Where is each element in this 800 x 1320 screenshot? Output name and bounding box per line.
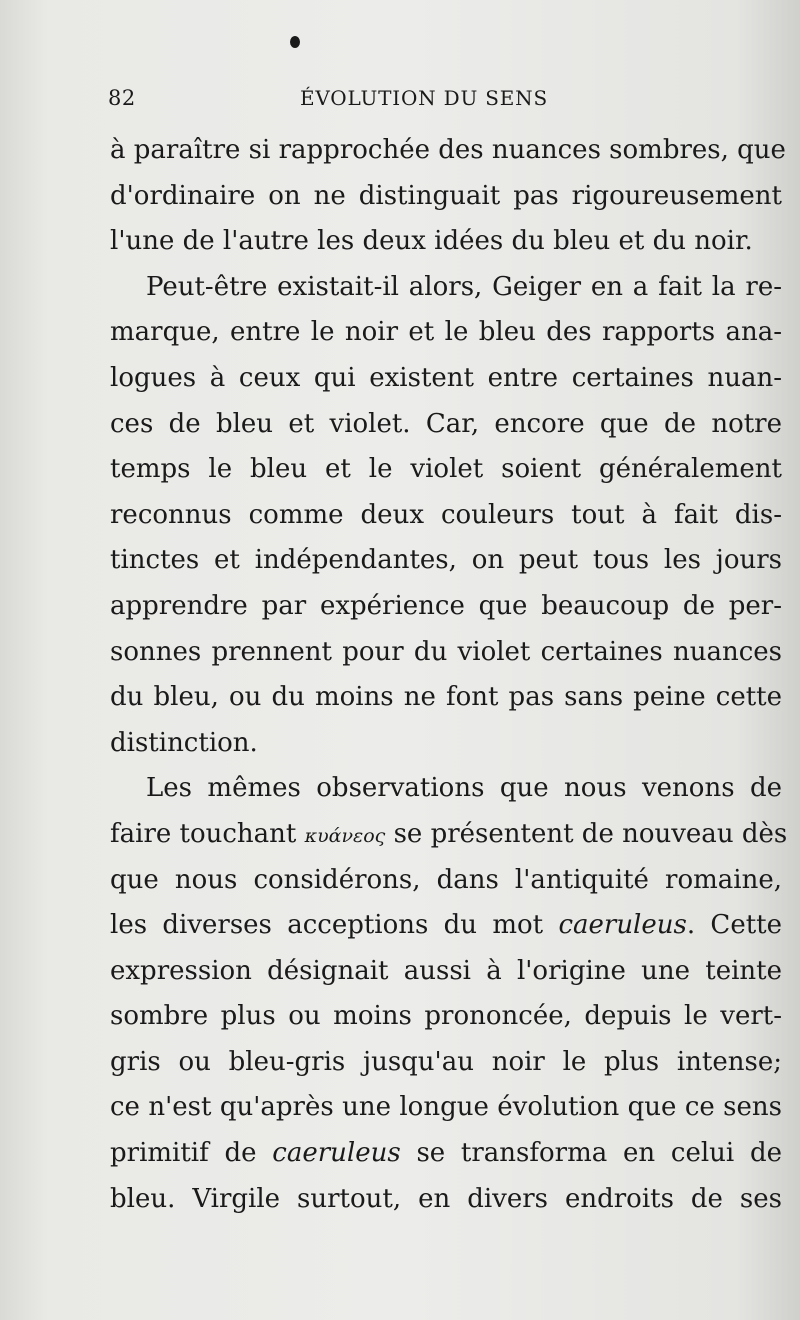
text-line: expression désignait aussi à l'origine une teinte bbox=[110, 955, 782, 986]
text-segment: . Cette bbox=[686, 910, 782, 941]
text-line: ces de bleu et violet. Car, encore que de notre bbox=[110, 408, 782, 439]
text-line: reconnus comme deux couleurs tout à fait dis- bbox=[110, 499, 782, 530]
italic-word: caeruleus bbox=[558, 910, 687, 941]
text-line: sonnes prennent pour du violet certaines nuances bbox=[110, 636, 782, 667]
body-text bbox=[110, 128, 788, 1222]
text-line: l'une de l'autre les deux idées du bleu et du noir. bbox=[110, 226, 753, 257]
greek-word: κυάνεος bbox=[304, 824, 386, 847]
text-line-with-italic bbox=[110, 903, 782, 949]
text-line: sombre plus ou moins prononcée, depuis le vert- bbox=[110, 1001, 782, 1032]
paragraph-start-line: Peut-être existait-il alors, Geiger en a fait la re- bbox=[146, 271, 782, 302]
text-line: d'ordinaire on ne distinguait pas rigoureusement bbox=[110, 180, 782, 211]
text-line: tinctes et indépendantes, on peut tous les jours bbox=[110, 545, 782, 576]
text-line: ce n'est qu'après une longue évolution que ce sens bbox=[110, 1092, 782, 1123]
text-line: bleu. Virgile surtout, en divers endroits de ses bbox=[110, 1183, 782, 1214]
text-line: marque, entre le noir et le bleu des rapports ana- bbox=[110, 317, 782, 348]
text-segment: primitif de bbox=[110, 1138, 273, 1169]
text-line: logues à ceux qui existent entre certaines nuan- bbox=[110, 362, 782, 393]
paragraph-start-line: Les mêmes observations que nous venons de bbox=[146, 773, 782, 804]
text-line: à paraître si rapprochée des nuances sombres, que bbox=[110, 135, 786, 165]
text-line: apprendre par expérience que beaucoup de per- bbox=[110, 590, 782, 621]
text-line: gris ou bleu-gris jusqu'au noir le plus intense; bbox=[110, 1046, 782, 1077]
italic-word: caeruleus bbox=[272, 1138, 401, 1169]
text-line-with-italic bbox=[110, 1131, 782, 1177]
text-segment: se transforma en celui de bbox=[400, 1138, 782, 1169]
text-line: temps le bleu et le violet soient généralement bbox=[110, 454, 782, 485]
page-number: 82 bbox=[108, 86, 136, 110]
text-segment: se présentent de nouveau dès bbox=[385, 818, 788, 849]
text-line: du bleu, ou du moins ne font pas sans peine cette bbox=[110, 682, 782, 713]
text-segment: les diverses acceptions du mot bbox=[110, 910, 559, 941]
running-head: ÉVOLUTION DU SENS bbox=[300, 86, 548, 110]
ink-spot bbox=[290, 36, 300, 48]
text-segment: faire touchant bbox=[110, 818, 305, 849]
text-line: que nous considérons, dans l'antiquité romaine, bbox=[110, 864, 782, 895]
text-line: distinction. bbox=[110, 727, 258, 758]
text-line-with-greek bbox=[110, 812, 788, 858]
